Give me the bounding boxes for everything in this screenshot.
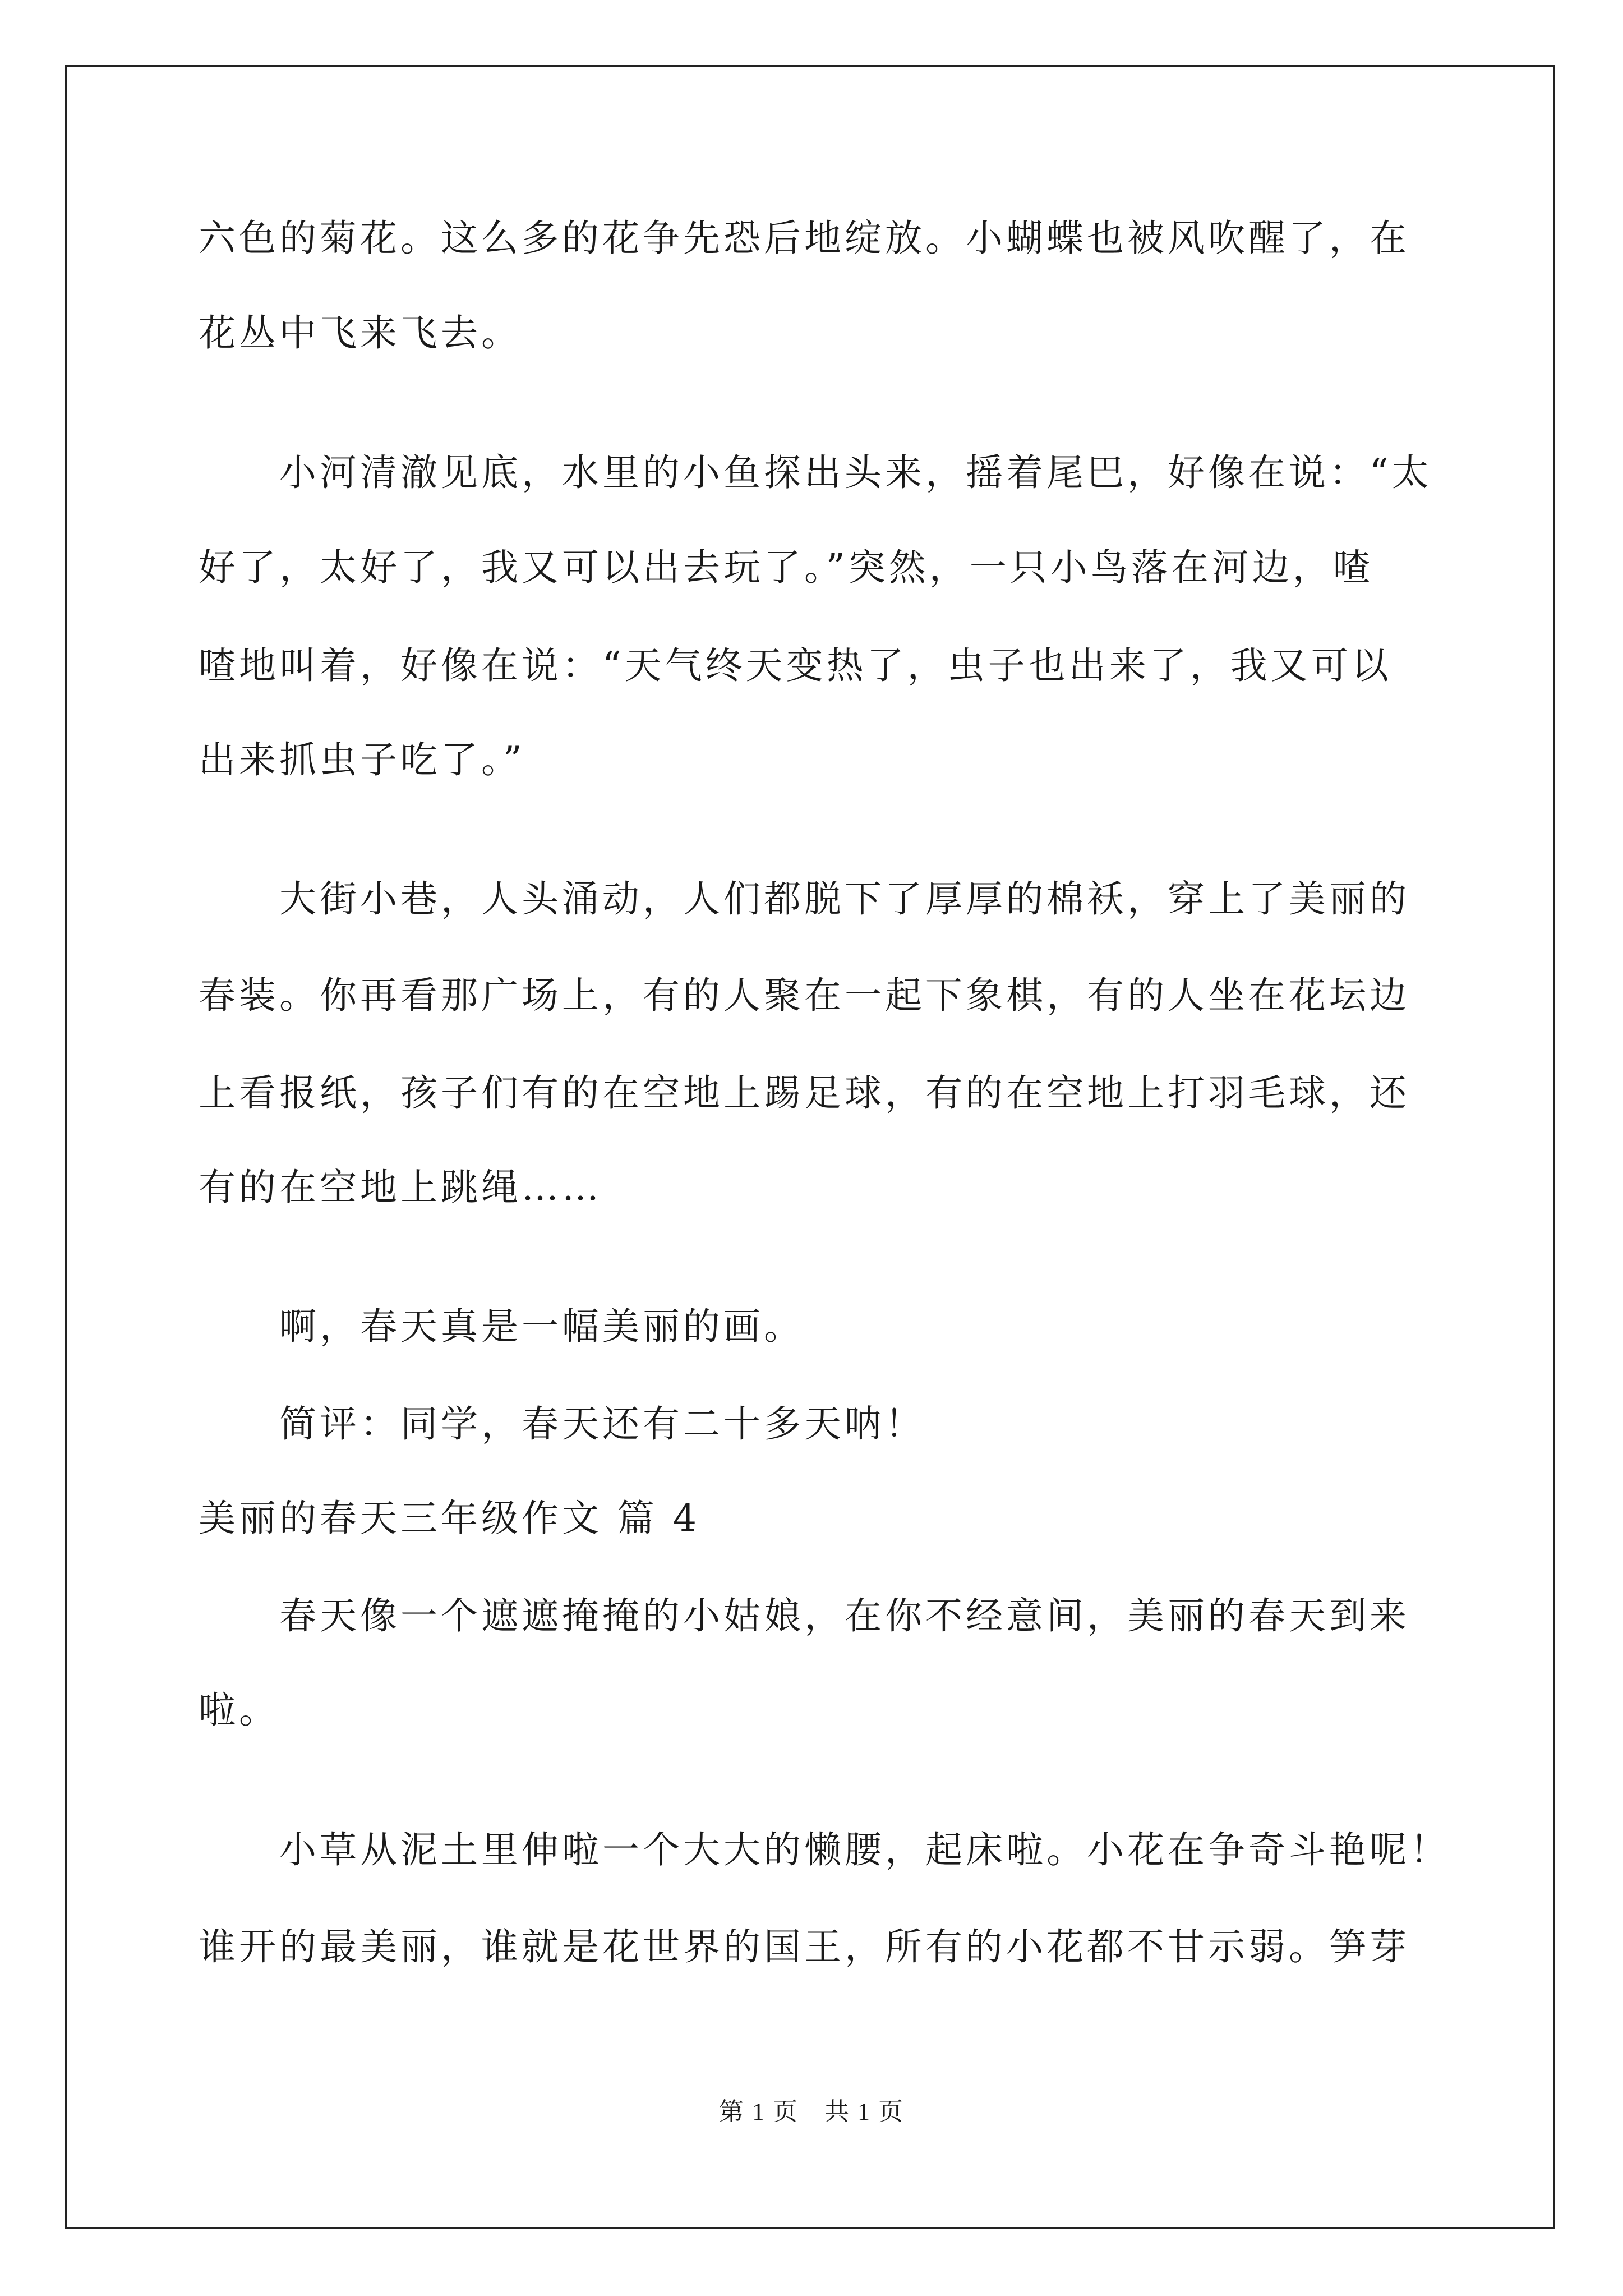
page-footer: 第 1 页 共 1 页	[719, 2098, 904, 2125]
text-line: 好了，太好了，我又可以出去玩了。”突然，一只小鸟落在河边，喳	[199, 546, 1373, 589]
text-line: 花丛中飞来飞去。	[199, 311, 522, 355]
text-line: 大街小巷，人头涌动，人们都脱下了厚厚的棉袄，穿上了美丽的	[199, 877, 1410, 921]
text-line: 上看报纸，孩子们有的在空地上踢足球，有的在空地上打羽毛球，还	[199, 1071, 1410, 1115]
text-line: 小河清澈见底，水里的小鱼探出头来，摇着尾巴，好像在说：“太	[199, 451, 1432, 494]
text-line: 谁开的最美丽，谁就是花世界的国王，所有的小花都不甘示弱。笋芽	[199, 1925, 1410, 1968]
text-line: 春装。你再看那广场上，有的人聚在一起下象棋，有的人坐在花坛边	[199, 974, 1410, 1017]
text-line: 啦。	[199, 1688, 279, 1732]
text-line: 春天像一个遮遮掩掩的小姑娘，在你不经意间，美丽的春天到来	[199, 1594, 1410, 1637]
text-line: 简评：同学，春天还有二十多天呐！	[199, 1402, 925, 1446]
text-line: 六色的菊花。这么多的花争先恐后地绽放。小蝴蝶也被风吹醒了，在	[199, 217, 1410, 260]
text-line: 有的在空地上跳绳……	[199, 1166, 602, 1209]
text-line: 喳地叫着，好像在说：“天气终天变热了，虫子也出来了，我又可以	[199, 644, 1392, 687]
section-heading: 美丽的春天三年级作文 篇 4	[199, 1497, 700, 1540]
page-border	[65, 65, 1555, 2229]
text-line: 小草从泥土里伸啦一个大大的懒腰，起床啦。小花在争奇斗艳呢！	[199, 1828, 1450, 1871]
text-line: 出来抓虫子吃了。”	[199, 738, 525, 781]
text-line: 啊，春天真是一幅美丽的画。	[199, 1305, 804, 1348]
